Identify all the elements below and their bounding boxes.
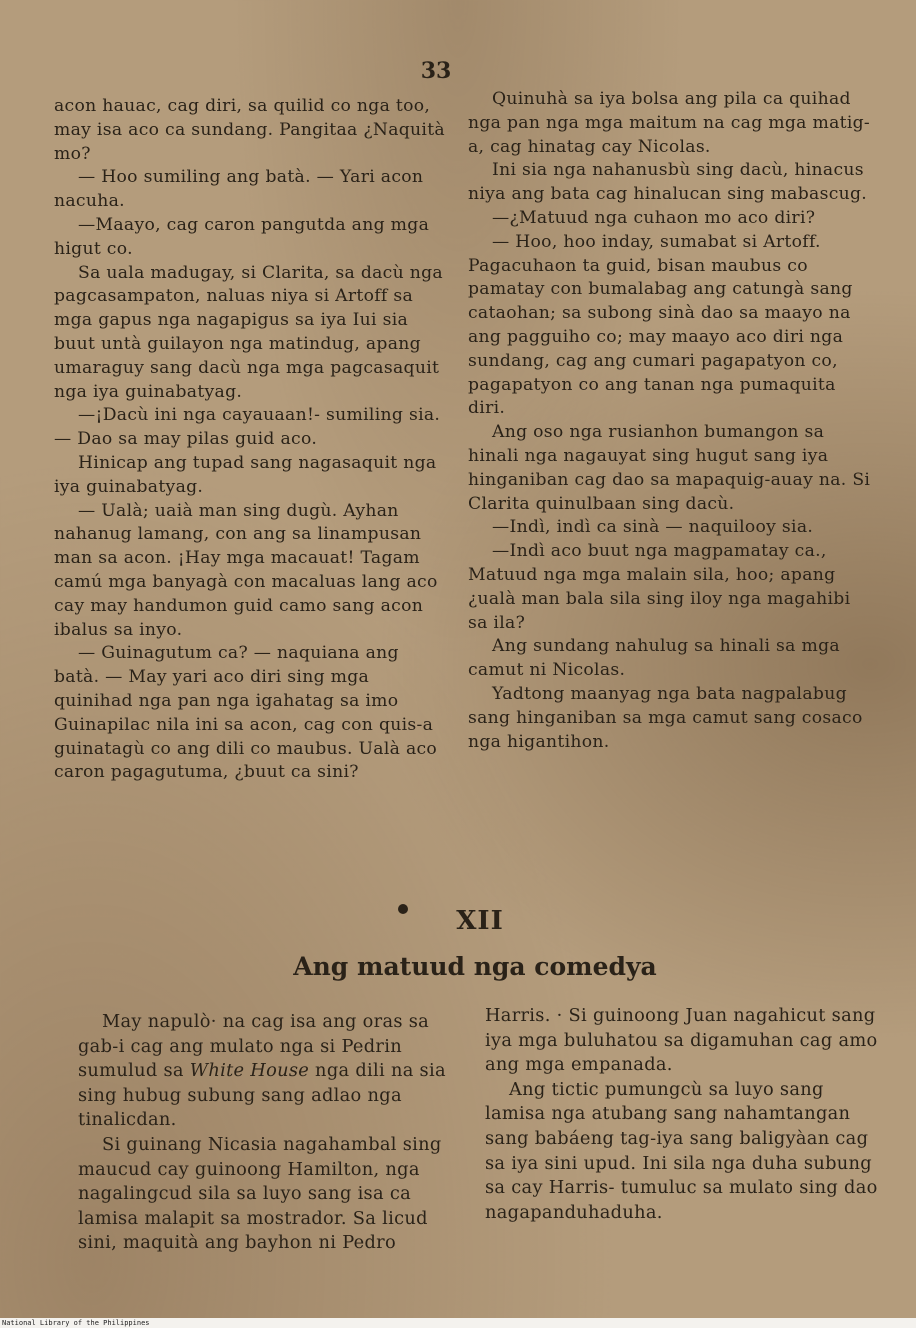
paragraph: Sa uala madugay, si Clarita, sa dacù nga pagcasampaton, naluas niya si Artoff sa mga gapus nga nagapigus sa iya Iui sia buut untà guilayon nga matindug, apang umaraguy sang dacù nga mga pagcasaquit nga iya guinabatyag. <box>54 262 443 402</box>
paragraph: Ini sia nga nahanusbù sing dacù, hinacus niya ang bata cag hinalucan sing mabascug. <box>468 160 868 205</box>
paragraph <box>78 1010 470 1133</box>
paragraph: Ang tictic pumungcù sa luyo sang lamisa nga atubang sang nahamtangan sang babáeng tag-iya sang baligyàan cag sa iya sini upud. Ini sila nga duha subung sa cay Harris- tumuluc sa mulato sing dao nagapanduhaduha. <box>485 1078 878 1223</box>
chapter-title: Ang matuud nga comedya <box>293 952 657 981</box>
paragraph: Si guinang Nicasia nagahambal sing maucud cay guinoong Hamilton, nga nagalingcud sila sa luyo sang isa ca lamisa malapit sa mostrador. Sa licud sini, maquità ang bayhon ni Pedro <box>78 1133 442 1254</box>
paragraph: Ang sundang nahulug sa hinali sa mga camut ni Nicolas. <box>468 636 840 681</box>
paragraph: —Maayo, cag caron pangutda ang mga higut co. <box>54 214 430 259</box>
paragraph: —Indì, indì ca sinà — naquilooy sia. <box>492 517 814 538</box>
paragraph: — Guinagutum ca? — naquiana ang batà. — May yari aco diri sing mga quinihad nga pan nga igahatag sa imo Guinapilac nila ini sa acon, cag con quis-a guinatagù co ang dili co maubus. Ualà aco caron pagagutuma, ¿buut ca sini? <box>54 643 438 783</box>
text-run: May napulò· na cag isa ang oras sa gab-i cag ang mulato nga si Pedrin sumulud sa <box>78 1011 430 1082</box>
paragraph: Harris. · Si guinoong Juan nagahicut sang iya mga buluhatou sa digamuhan cag amo ang mga empanada. <box>485 1005 878 1076</box>
footer-credit: National Library of the Philippines <box>0 1318 916 1328</box>
paragraph: —¡Dacù ini nga cayauaan!- sumiling sia. — Dao sa may pilas guid aco. <box>54 405 441 450</box>
page-number: 33 <box>420 58 452 84</box>
top-left-column <box>54 95 446 785</box>
top-right-column <box>468 88 873 754</box>
paragraph: — Ualà; uaià man sing dugù. Ayhan nahanug lamang, con ang sa linampusan man sa acon. ¡Hay mga macauat! Tagam camú mga banyagà con macaluas lang aco cay may handumon guid camo sang acon ibalus sa inyo. <box>54 500 438 640</box>
text-run: nga dili na sia sing hubug subung sang adlao nga tinalicdan. <box>78 1060 446 1131</box>
bottom-right-column <box>485 1004 885 1225</box>
paragraph: acon hauac, cag diri, sa quilid co nga too, may isa aco ca sundang. Pangitaa ¿Naquità mo? <box>54 96 445 164</box>
italic-text: White House <box>189 1060 310 1082</box>
bottom-left-column <box>78 1010 470 1256</box>
paragraph: Hinicap ang tupad sang nagasaquit nga iya guinabatyag. <box>54 452 437 497</box>
paragraph: Quinuhà sa iya bolsa ang pila ca quihad nga pan nga mga maitum na cag mga matig-a, cag hinatag cay Nicolas. <box>468 89 871 157</box>
paragraph: — Hoo, hoo inday, sumabat si Artoff. Pagacuhaon ta guid, bisan maubus co pamatay con bumalabag ang catungà sang cataohan; sa subong sinà dao sa maayo na ang pagguiho co; may maayo aco diri nga sundang, cag ang cumari pagapatyon co, pagapatyon co ang tanan nga pumaquita diri. <box>468 231 853 419</box>
paragraph: Yadtong maanyag nga bata nagpalabug sang hinganiban sa mga camut sang cosaco nga higantihon. <box>468 683 863 752</box>
paragraph: — Hoo sumiling ang batà. — Yari acon nacuha. <box>54 167 424 212</box>
paragraph: —Indì aco buut nga magpamatay ca., Matuud nga mga malain sila, hoo; apang ¿ualà man bala sila sing iloy nga magahibi sa ila? <box>468 541 851 633</box>
paragraph: —¿Matuud nga cuhaon mo aco diri? <box>492 207 816 228</box>
paragraph: Ang oso nga rusianhon bumangon sa hinali nga nagauyat sing hugut sang iya hinganiban cag dao sa mapaquig-auay na. Si Clarita quinulbaan sing dacù. <box>468 422 871 514</box>
chapter-number: XII <box>456 906 504 936</box>
